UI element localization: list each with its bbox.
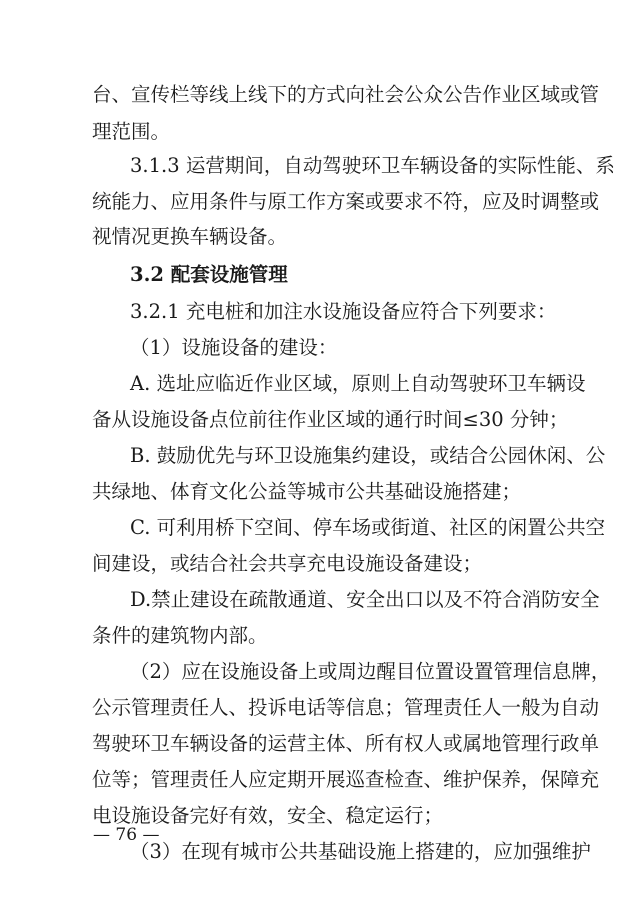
text-line: B. 鼓励优先与环卫设施集约建设，或结合公园休闲、公	[130, 444, 606, 467]
text-line: 位等；管理责任人应定期开展巡查检查、维护保养，保障充	[92, 768, 600, 791]
text-line: （3）在现有城市公共基础设施上搭建的，应加强维护	[130, 840, 591, 863]
page-number: — 76 —	[93, 825, 160, 845]
text-line: （1）设施设备的建设：	[130, 336, 338, 359]
text-line: 理范围。	[92, 120, 171, 143]
text-line: 视情况更换车辆设备。	[92, 225, 288, 248]
text-line: 条件的建筑物内部。	[92, 624, 268, 647]
text-line: 3.2.1 充电桩和加注水设施设备应符合下列要求：	[130, 300, 557, 323]
text-line: 统能力、应用条件与原工作方案或要求不符，应及时调整或	[92, 190, 600, 213]
text-line: 公示管理责任人、投诉电话等信息；管理责任人一般为自动	[92, 696, 600, 719]
section-heading: 3.2 配套设施管理	[130, 263, 288, 286]
text-line: 电设施设备完好有效，安全、稳定运行；	[92, 804, 444, 827]
text-line: 备从设施设备点位前往作业区域的通行时间≤30 分钟；	[92, 408, 569, 431]
text-line: D.禁止建设在疏散通道、安全出口以及不符合消防安全	[130, 588, 600, 611]
text-line: 驾驶环卫车辆设备的运营主体、所有权人或属地管理行政单	[92, 732, 600, 755]
text-line: 共绿地、体育文化公益等城市公共基础设施搭建；	[92, 480, 522, 503]
text-line: 间建设，或结合社会共享充电设施设备建设；	[92, 552, 483, 575]
text-line: 3.1.3 运营期间，自动驾驶环卫车辆设备的实际性能、系	[130, 154, 615, 177]
text-line: 台、宣传栏等线上线下的方式向社会公众公告作业区域或管	[92, 83, 600, 106]
text-line: （2）应在设施设备上或周边醒目位置设置管理信息牌，	[130, 660, 611, 683]
text-line: C. 可利用桥下空间、停车场或街道、社区的闲置公共空	[130, 516, 606, 539]
text-line: A. 选址应临近作业区域，原则上自动驾驶环卫车辆设	[130, 372, 586, 395]
